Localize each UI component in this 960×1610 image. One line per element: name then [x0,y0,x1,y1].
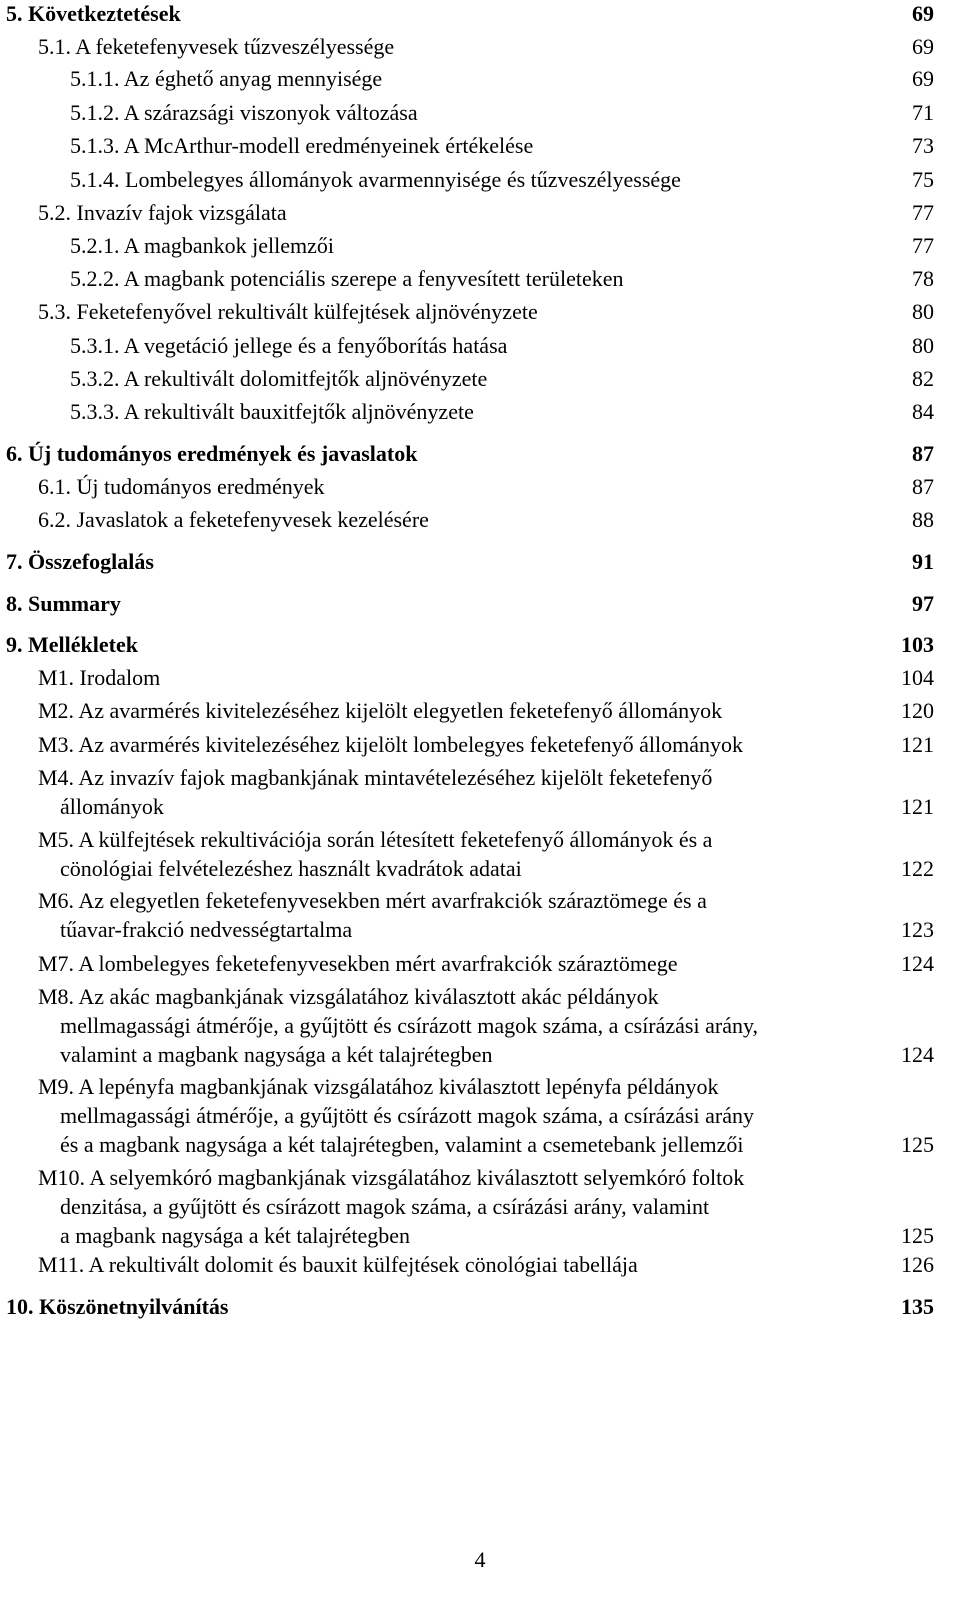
toc-appendix-entry[interactable] [38,949,934,978]
toc-entry-title-line: M8. Az akác magbankjának vizsgálatához kiválasztott akác példányok [38,984,659,1009]
toc-entry-page: 123 [901,917,934,942]
toc-entry-page: 88 [912,507,934,532]
toc-entry[interactable] [0,167,960,193]
toc-entry[interactable] [0,632,960,658]
toc-entry-title-line: mellmagassági átmérője, a gyűjtött és csírázott magok száma, a csírázási arány, [60,1013,759,1038]
toc-appendix-entry[interactable] [38,1163,934,1250]
toc-entry-title: 5.3.1. A vegetáció jellege és a fenyőborítás hatása [70,333,508,358]
toc-entry-page: 80 [912,333,934,358]
toc-entry-page: 69 [912,1,934,26]
toc-entry-page: 80 [912,299,934,324]
toc-entry-title: 5.3.3. A rekultivált bauxitfejtők aljnövényzete [70,399,474,424]
toc-entry-page: 126 [901,1252,934,1277]
toc-entry[interactable] [0,698,960,724]
toc-entry[interactable] [0,366,960,392]
toc-entry-title: 6. Új tudományos eredmények és javaslatok [6,441,418,466]
toc-entry-page: 75 [912,167,934,192]
toc-entry-page: 125 [901,1223,934,1248]
toc-entry-title-line: M6. Az elegyetlen feketefenyvesekben mért avarfrakciók száraztömege és a [38,888,707,913]
toc-entry[interactable] [0,399,960,425]
toc-entry-page: 77 [912,200,934,225]
toc-entry[interactable] [0,441,960,467]
toc-entry-page: 78 [912,266,934,291]
toc-entry-title: M1. Irodalom [38,665,161,690]
toc-entry-page: 87 [912,441,934,466]
toc-entry-title-line: tűavar-frakció nedvességtartalma [60,917,353,942]
page-number: 4 [474,1547,486,1572]
toc-appendix-entry[interactable] [38,763,934,821]
toc-entry-title: 7. Összefoglalás [6,549,154,574]
toc-entry[interactable] [0,1294,960,1320]
toc-appendix-entry[interactable] [38,982,934,1069]
toc-entry-title: 5.1. A feketefenyvesek tűzveszélyessége [38,34,395,59]
toc-entry-page: 69 [912,66,934,91]
toc-entry[interactable] [0,233,960,259]
toc-entry-page: 104 [901,665,934,690]
toc-entry-title: 8. Summary [6,591,121,616]
toc-entry[interactable] [0,299,960,325]
toc-entry-page: 125 [901,1132,934,1157]
toc-entry[interactable] [0,66,960,92]
toc-entry[interactable] [0,732,960,758]
toc-appendix-entry[interactable] [38,825,934,883]
toc-entry-title-line: denzitása, a gyűjtött és csírázott magok száma, a csírázási arány, valamint [60,1194,710,1219]
toc-entry[interactable] [0,266,960,292]
toc-entry-title: 6.2. Javaslatok a feketefenyvesek kezelésére [38,507,429,532]
toc-entry[interactable] [0,333,960,359]
toc-entry-title-line: M10. A selyemkóró magbankjának vizsgálatához kiválasztott selyemkóró foltok [38,1165,745,1190]
toc-entry[interactable] [0,133,960,159]
toc-entry[interactable] [0,200,960,226]
toc-entry[interactable] [0,34,960,60]
toc-entry-title: 5.2. Invazív fajok vizsgálata [38,200,287,225]
toc-entry-title: 6.1. Új tudományos eredmények [38,474,325,499]
toc-entry-page: 87 [912,474,934,499]
toc-entry-page: 120 [901,698,934,723]
toc-appendix-entry[interactable] [38,1072,934,1159]
toc-entry-title-line: M7. A lombelegyes feketefenyvesekben mért avarfrakciók száraztömege [38,951,678,976]
toc-entry-title: M3. Az avarmérés kivitelezéséhez kijelölt lombelegyes feketefenyő állományok [38,732,743,757]
toc-entry-page: 97 [912,591,934,616]
toc-entry-title: 5. Következtetések [6,1,181,26]
toc-entry[interactable] [0,100,960,126]
toc-entry-page: 124 [901,951,934,976]
toc-entry[interactable] [0,591,960,617]
toc-entry-page: 69 [912,34,934,59]
toc-entry-page: 84 [912,399,934,424]
toc-entry[interactable] [0,549,960,575]
toc-entry-page: 71 [912,100,934,125]
toc-entry-title-line: mellmagassági átmérője, a gyűjtött és csírázott magok száma, a csírázási arány [60,1103,754,1128]
toc-entry-page: 77 [912,233,934,258]
toc-entry-page: 121 [901,732,934,757]
toc-entry-title-line: valamint a magbank nagysága a két talajrétegben [60,1042,493,1067]
toc-appendix-entry[interactable] [38,886,934,944]
toc-entry-page: 103 [901,632,934,657]
toc-entry-title: 10. Köszönetnyilvánítás [6,1294,229,1319]
toc-entry-page: 82 [912,366,934,391]
toc-entry-title: 5.3.2. A rekultivált dolomitfejtők aljnövényzete [70,366,488,391]
toc-entry[interactable] [0,474,960,500]
toc-entry-page: 121 [901,794,934,819]
toc-entry[interactable] [0,507,960,533]
toc-entry-title: 5.3. Feketefenyővel rekultivált külfejtések aljnövényzete [38,299,538,324]
toc-entry-title-line: M11. A rekultivált dolomit és bauxit külfejtések cönológiai tabellája [38,1252,638,1277]
toc-entry-title-line: a magbank nagysága a két talajrétegben [60,1223,411,1248]
toc-entry-title: 9. Mellékletek [6,632,138,657]
toc-entry-title-line: állományok [60,794,164,819]
toc-entry-title: M2. Az avarmérés kivitelezéséhez kijelölt elegyetlen feketefenyő állományok [38,698,723,723]
toc-entry-page: 135 [901,1294,934,1319]
toc-entry-title: 5.1.2. A szárazsági viszonyok változása [70,100,418,125]
toc-appendix-entry[interactable] [38,1250,934,1279]
toc-entry-title-line: M4. Az invazív fajok magbankjának mintavételezéséhez kijelölt feketefenyő [38,765,713,790]
toc-entry-title: 5.1.1. Az éghető anyag mennyisége [70,66,383,91]
toc-entry-page: 122 [901,856,934,881]
toc-entry-title-line: és a magbank nagysága a két talajrétegben, valamint a csemetebank jellemzői [60,1132,744,1157]
toc-entry-title-line: cönológiai felvételezéshez használt kvadrátok adatai [60,856,522,881]
toc-entry[interactable] [0,665,960,691]
toc-entry-title: 5.1.3. A McArthur-modell eredményeinek értékelése [70,133,534,158]
toc-entry-title-line: M9. A lepényfa magbankjának vizsgálatához kiválasztott lepényfa példányok [38,1074,719,1099]
toc-entry-title: 5.2.2. A magbank potenciális szerepe a fenyvesített területeken [70,266,624,291]
toc-entry[interactable] [0,1,960,27]
toc-entry-title: 5.2.1. A magbankok jellemzői [70,233,334,258]
toc-entry-title: 5.1.4. Lombelegyes állományok avarmennyisége és tűzveszélyessége [70,167,681,192]
toc-entry-title-line: M5. A külfejtések rekultivációja során létesített feketefenyő állományok és a [38,827,713,852]
toc-entry-page: 91 [912,549,934,574]
toc-entry-page: 73 [912,133,934,158]
toc-entry-page: 124 [901,1042,934,1067]
